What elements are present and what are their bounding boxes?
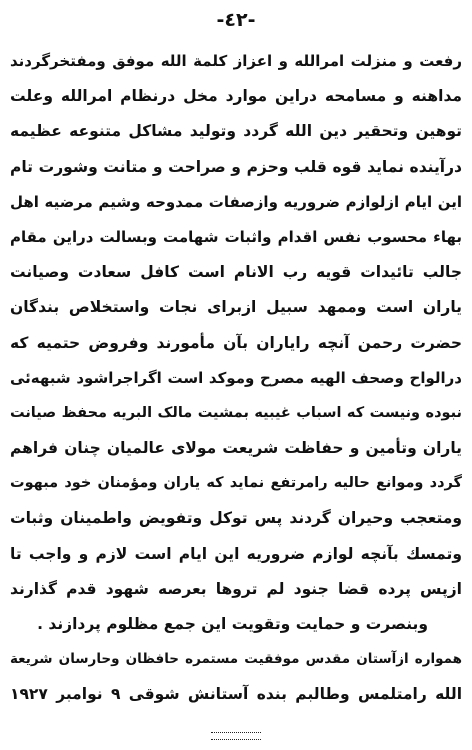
text-line: بهاء محسوب نفس اقدام واثبات شهامت وبسالت دراین مقام	[10, 227, 462, 246]
signature-line: الله رامتلمس وطالبم بنده آستانش شوقی ۹ نوامبر ۱۹۲۷	[10, 685, 462, 704]
text-line: وتمسك بآنچه لوازم ضروریه این ایام است لازم و واجب تا	[10, 544, 462, 563]
footer-ornament-rule	[211, 732, 261, 740]
text-line: گردد وموانع حالیه رامرتفع نماید که یاران ومؤمنان خود مبهوت	[10, 475, 462, 492]
text-line: مداهنه و مسامحه دراین موارد مخل درنظام امرالله وعلت	[10, 87, 462, 106]
text-line: یاران است وممهد سبیل ازبرای نجات واستخلاص بندگان	[10, 298, 462, 317]
text-line: حضرت رحمن آنچه رایاران بآن مأمورند وفروض حتمیه که	[10, 333, 462, 352]
text-line: ازپس پرده قضا جنود لم تروها بعرصه شهود قدم گذارند	[10, 579, 462, 598]
text-line: وبنصرت و حمایت وتقویت این جمع مظلوم پردازند .	[37, 615, 428, 633]
text-line: یاران وتأمین و حفاظت شریعت مولای عالمیان چنان فراهم	[10, 439, 462, 458]
text-line: درآینده نماید قوه قلب وحزم و صراحت و متانت وشورت تام	[10, 157, 462, 176]
closing-line: همواره ازآستان مقدس موفقیت مستمره حافظان وحارسان شریعة	[10, 651, 462, 668]
page-number: -٤٢-	[216, 9, 256, 31]
text-line: این ایام ازلوازم ضروریه وازصفات ممدوحه وشیم مرضیه اهل	[10, 192, 462, 211]
text-line: ومتعجب وحیران گردند پس توکل وتفویض واطمینان وثبات	[10, 509, 462, 528]
letter-body	[10, 44, 462, 713]
text-line: درالواح وصحف الهیه مصرح وموکد است اگراجراشود شبهه‌ئی	[10, 368, 462, 387]
text-line: رفعت و منزلت امرالله و اعزاز کلمة الله موفق ومفتخرگردند	[10, 52, 462, 70]
text-line: نبوده ونیست که اسباب غیبیه بمشیت مالک البریه محفظ صیانت	[10, 404, 462, 421]
text-line: جالب تائیدات قویه رب الانام است کافل سعادت وصیانت	[10, 263, 462, 282]
text-line: توهین وتحقیر دین الله گردد وتولید مشاکل متنوعه عظیمه	[10, 122, 462, 141]
